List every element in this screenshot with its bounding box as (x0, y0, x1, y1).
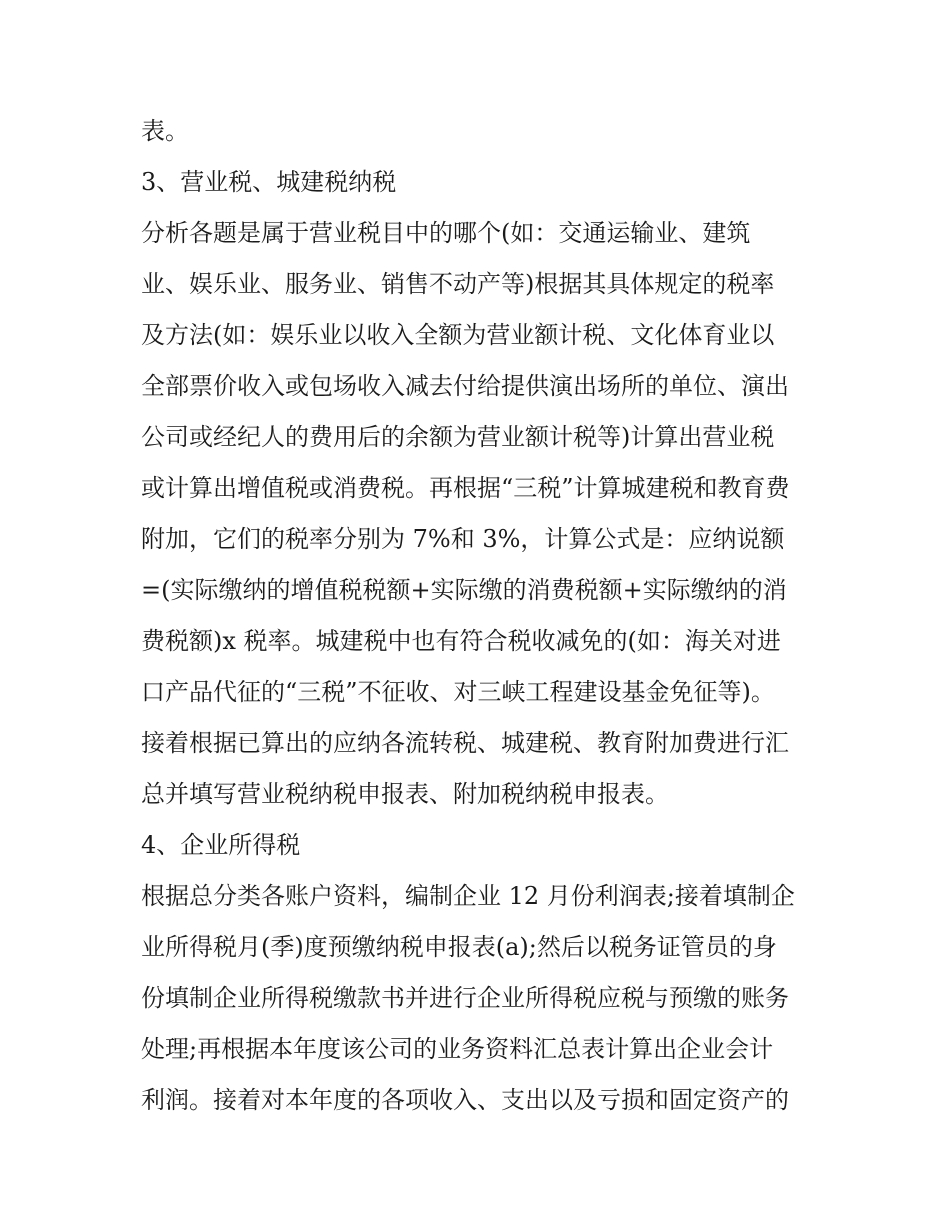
paragraph-line: 全部票价收入或包场收入减去付给提供演出场所的单位、演出 (141, 372, 789, 400)
paragraph-line: 分析各题是属于营业税目中的哪个(如：交通运输业、建筑 (141, 219, 751, 247)
paragraph-line: 及方法(如：娱乐业以收入全额为营业额计税、文化体育业以 (141, 321, 775, 349)
section-heading-3: 3、营业税、城建税纳税 (141, 168, 397, 196)
paragraph-line: 或计算出增值税或消费税。再根据“三税”计算城建税和教育费 (141, 474, 790, 502)
paragraph-line: 利润。接着对本年度的各项收入、支出以及亏损和固定资产的 (141, 1086, 789, 1114)
document-page (141, 106, 821, 1126)
paragraph-line: =(实际缴纳的增值税税额+实际缴的消费税额+实际缴纳的消 (141, 576, 787, 604)
paragraph-line: 业所得税月(季)度预缴纳税申报表(a);然后以税务证管员的身 (141, 933, 777, 961)
paragraph-line: 费税额)x 税率。城建税中也有符合税收减免的(如：海关对进 (141, 627, 781, 655)
paragraph-line: 根据总分类各账户资料，编制企业 12 月份利润表;接着填制企 (141, 882, 795, 910)
paragraph-line: 份填制企业所得税缴款书并进行企业所得税应税与预缴的账务 (141, 984, 789, 1012)
paragraph-line: 接着根据已算出的应纳各流转税、城建税、教育附加费进行汇 (141, 729, 789, 757)
paragraph-line: 公司或经纪人的费用后的余额为营业额计税等)计算出营业税 (141, 423, 775, 451)
paragraph-line: 业、娱乐业、服务业、销售不动产等)根据其具体规定的税率 (141, 270, 775, 298)
section-heading-4: 4、企业所得税 (141, 831, 301, 859)
paragraph-line: 总并填写营业税纳税申报表、附加税纳税申报表。 (141, 780, 669, 808)
paragraph-line: 附加，它们的税率分别为 7%和 3%，计算公式是：应纳说额 (141, 525, 785, 553)
paragraph-line: 口产品代征的“三税”不征收、对三峡工程建设基金免征等)。 (141, 678, 775, 706)
paragraph-line: 处理;再根据本年度该公司的业务资料汇总表计算出企业会计 (141, 1035, 774, 1063)
text-line-continuation: 表。 (141, 117, 189, 145)
